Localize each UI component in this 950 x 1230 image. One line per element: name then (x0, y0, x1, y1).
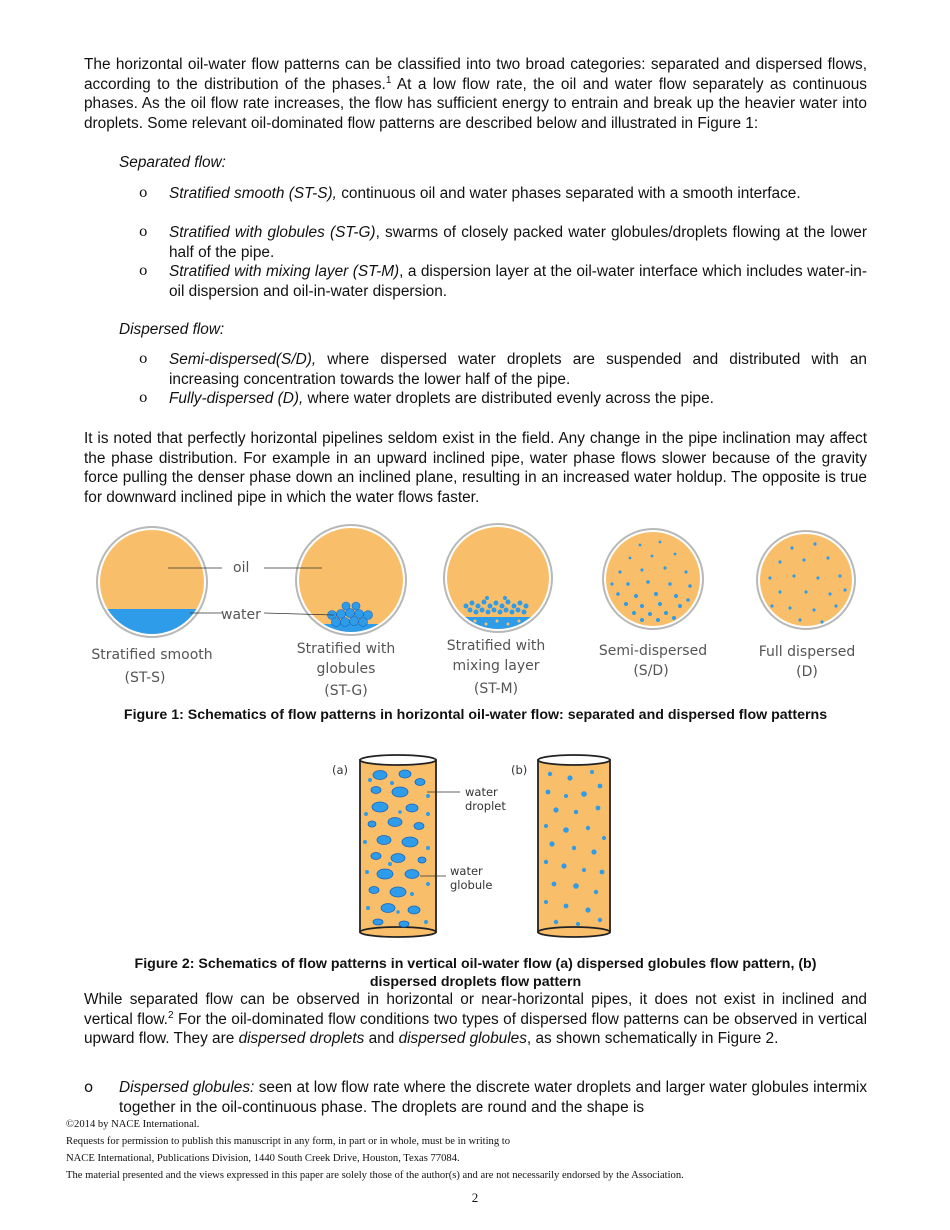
panel-label: Stratified with (446, 638, 546, 654)
panel-label: Full dispersed (758, 644, 856, 660)
figure-2 (0, 752, 950, 938)
footer-address: NACE International, Publications Division, 1440 South Creek Drive, Houston, Texas 77084. (66, 1153, 460, 1164)
label-water-droplet: water (465, 785, 498, 799)
panel-label: (S/D) (633, 663, 669, 679)
page-number: 2 (471, 1190, 479, 1205)
label-b: (b) (511, 763, 528, 777)
panel-label: (ST-M) (473, 681, 519, 697)
figure-2-caption: Figure 2: Schematics of flow patterns in vertical oil-water flow (a) dispersed globules flow pattern, (b) dispersed droplets flow pattern (134, 956, 817, 990)
inclination-paragraph: It is noted that perfectly horizontal pipelines seldom exist in the field. Any change in the pipe inclination may affect the phase distribution. For example in an upward inclined pipe, water phase flows slower because of the gravity force pulling the denser phase down an inclined plane, resulting in an increased water holdup. The opposite is true for downward inclined pipe in which the water flows faster. (84, 430, 867, 506)
panel-label: Stratified smooth (91, 647, 213, 663)
dispersed-flow-heading: Dispersed flow: (119, 321, 225, 338)
panel-label: (ST-G) (324, 683, 368, 699)
label-water-globule: globule (450, 878, 493, 892)
vertical-paragraph: While separated flow can be observed in horizontal or near-horizontal pipes, it does not exist in inclined and vertical flow.$^2$ For the oil-dominated flow conditions two types of dispersed flow patterns can be observed in vertical upward flow. They are dispersed droplets and dispersed globules, as shown schematically in Figure 2. (84, 991, 867, 1048)
panel-stratified-mixing (444, 524, 555, 632)
panel-label: (ST-S) (124, 670, 166, 686)
intro-paragraph: The horizontal oil-water flow patterns can be classified into two broad categories: separated and dispersed flows, according to the distribution of the phases.$^1$ At a low flow rate, the oil and water flow separately as continuous phases. As the oil flow rate increases, the flow has sufficient energy to entrain and break up the heavier water into droplets. Some relevant oil-dominated flow patterns are described below and illustrated in Figure 1: (84, 56, 867, 132)
list-item: o Stratified with globules (ST-G), swarms of closely packed water globules/droplets flowing at the lower half of the pipe. (139, 224, 867, 261)
label-oil: oil (233, 560, 250, 576)
footer-copyright: ©2014 by NACE International. (66, 1119, 200, 1130)
panel-fully-dispersed (757, 531, 855, 629)
figure-1 (0, 520, 950, 705)
panel-label: mixing layer (452, 658, 540, 674)
label-water-globule: water (450, 864, 483, 878)
separated-flow-heading: Separated flow: (119, 154, 226, 171)
label-water: water (221, 607, 261, 623)
footer-disclaimer: The material presented and the views expressed in this paper are solely those of the author(s) and are not necessarily endorsed by the Association. (66, 1170, 684, 1181)
panel-label: globules (316, 661, 376, 677)
list-item: o Stratified smooth (ST-S), continuous oil and water phases separated with a smooth interface. (139, 185, 801, 202)
figure-1-caption: Figure 1: Schematics of flow patterns in horizontal oil-water flow: separated and dispersed flow patterns (123, 707, 828, 723)
pipe-b-dispersed-droplets (538, 755, 610, 937)
label-a: (a) (332, 763, 349, 777)
list-item: o Stratified with mixing layer (ST-M), a dispersion layer at the oil-water interface which includes water-in-oil dispersion and oil-in-water dispersion. (139, 263, 867, 300)
label-water-droplet: droplet (465, 799, 506, 813)
panel-stratified-smooth (95, 527, 210, 649)
panel-label: Semi-dispersed (598, 643, 708, 659)
list-item: o Dispersed globules: seen at low flow rate where the discrete water droplets and larger water globules intermix together in the oil-continuous phase. The droplets are round and the shape is (84, 1078, 868, 1116)
panel-semi-dispersed (603, 529, 703, 629)
footer-permission: Requests for permission to publish this manuscript in any form, in part or in whole, must be in writing to (66, 1136, 511, 1147)
list-item: o Fully-dispersed (D), where water droplets are distributed evenly across the pipe. (139, 390, 714, 407)
list-item: o Semi-dispersed(S/D), where dispersed water droplets are suspended and distributed with an increasing concentration towards the lower half of the pipe. (139, 351, 867, 388)
panel-label: Stratified with (296, 641, 396, 657)
pipe-a-dispersed-globules (360, 755, 436, 937)
panel-label: (D) (796, 664, 818, 680)
panel-stratified-globules (295, 525, 407, 636)
